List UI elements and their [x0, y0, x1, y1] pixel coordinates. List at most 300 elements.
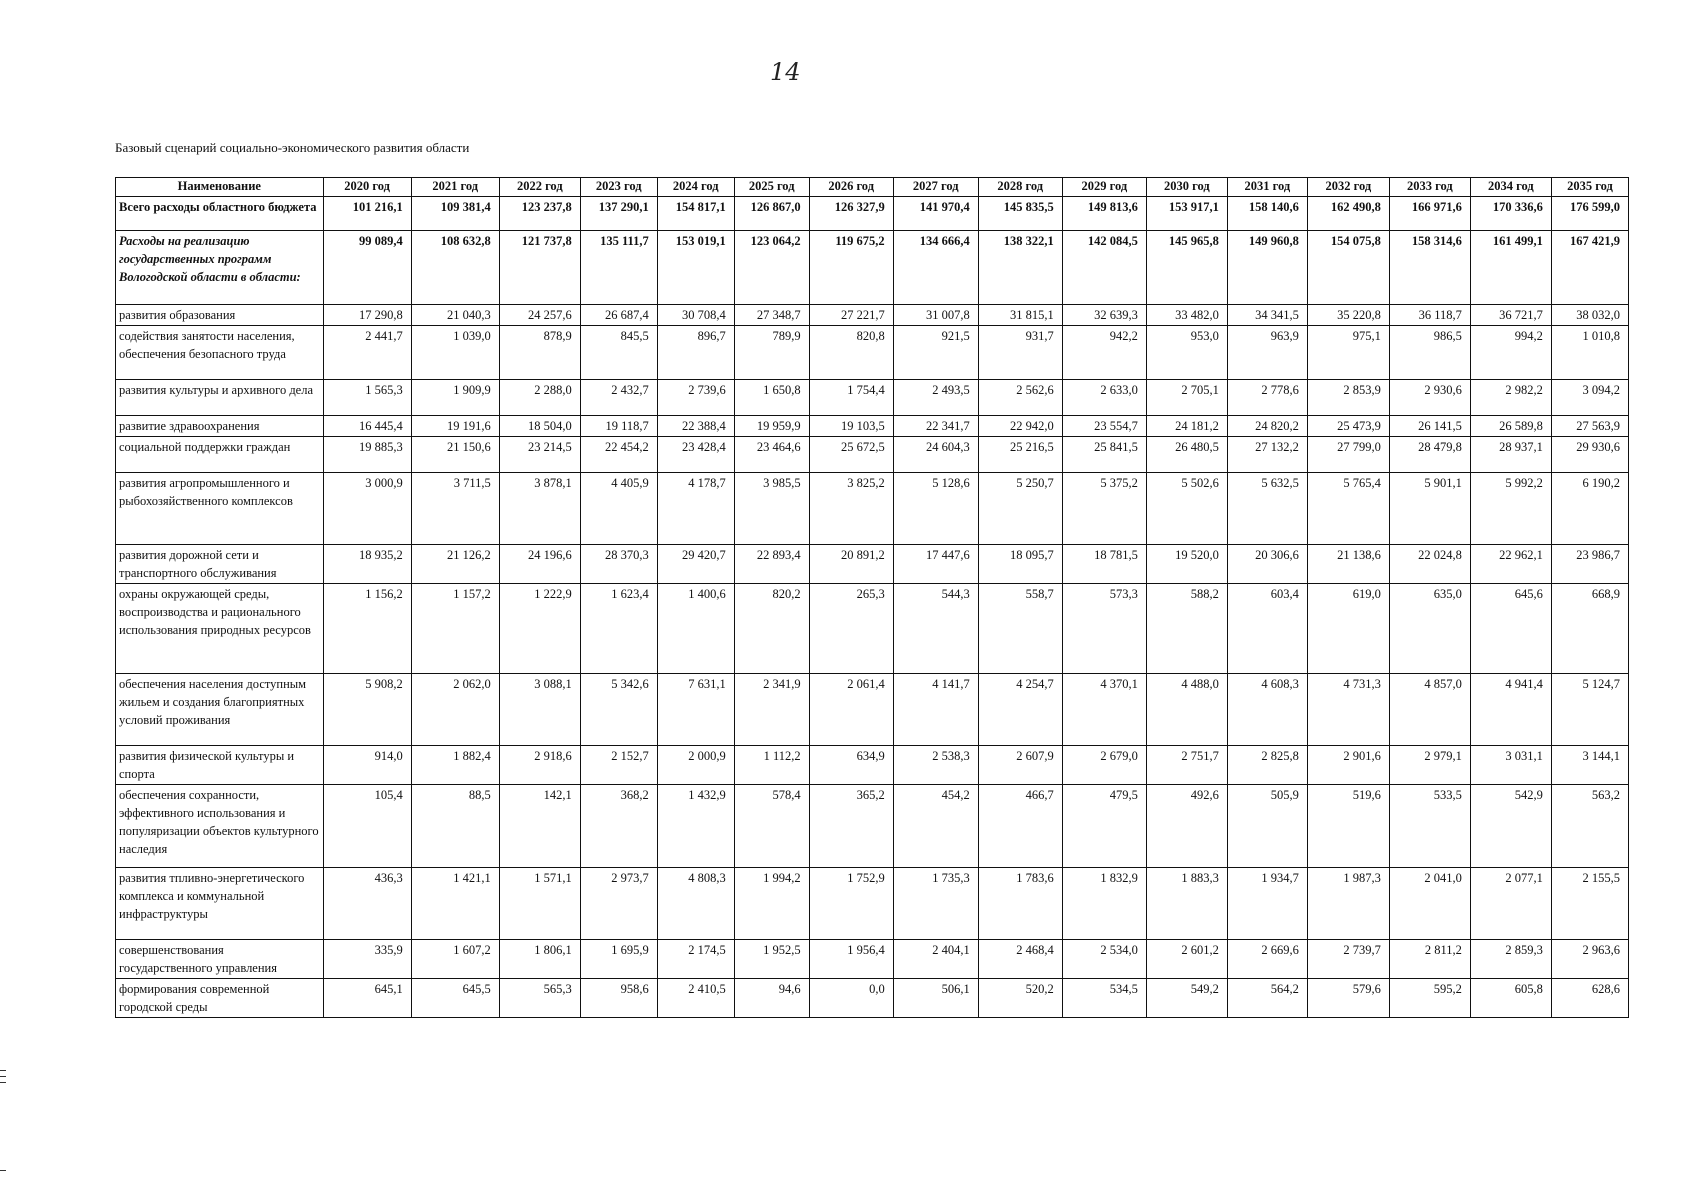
cell-value: 88,5 — [411, 785, 499, 868]
cell-value: 4 254,7 — [978, 674, 1062, 746]
row-label: содействия занятости населения, обеспечения безопасного труда — [116, 326, 324, 380]
cell-value: 789,9 — [734, 326, 809, 380]
cell-value: 5 342,6 — [580, 674, 657, 746]
cell-value: 564,2 — [1227, 979, 1307, 1018]
cell-value: 22 454,2 — [580, 437, 657, 473]
cell-value: 123 064,2 — [734, 231, 809, 305]
cell-value: 2 562,6 — [978, 380, 1062, 416]
cell-value: 1 156,2 — [323, 584, 411, 674]
cell-value: 1 623,4 — [580, 584, 657, 674]
cell-value: 166 971,6 — [1389, 197, 1470, 231]
row-label: развития образования — [116, 305, 324, 326]
cell-value: 2 633,0 — [1062, 380, 1146, 416]
row-label: развития агропромышленного и рыбохозяйственного комплексов — [116, 473, 324, 545]
cell-value: 2 853,9 — [1307, 380, 1389, 416]
cell-value: 5 901,1 — [1389, 473, 1470, 545]
cell-value: 32 639,3 — [1062, 305, 1146, 326]
cell-value: 645,1 — [323, 979, 411, 1018]
cell-value: 533,5 — [1389, 785, 1470, 868]
cell-value: 3 094,2 — [1551, 380, 1628, 416]
cell-value: 2 825,8 — [1227, 746, 1307, 785]
cell-value: 1 222,9 — [499, 584, 580, 674]
cell-value: 4 857,0 — [1389, 674, 1470, 746]
cell-value: 31 007,8 — [893, 305, 978, 326]
cell-value: 931,7 — [978, 326, 1062, 380]
cell-value: 142,1 — [499, 785, 580, 868]
cell-value: 153 019,1 — [657, 231, 734, 305]
cell-value: 24 820,2 — [1227, 416, 1307, 437]
cell-value: 2 534,0 — [1062, 940, 1146, 979]
cell-value: 5 632,5 — [1227, 473, 1307, 545]
cell-value: 549,2 — [1146, 979, 1227, 1018]
cell-value: 31 815,1 — [978, 305, 1062, 326]
cell-value: 635,0 — [1389, 584, 1470, 674]
cell-value: 2 751,7 — [1146, 746, 1227, 785]
cell-value: 167 421,9 — [1551, 231, 1628, 305]
cell-value: 3 985,5 — [734, 473, 809, 545]
cell-value: 534,5 — [1062, 979, 1146, 1018]
cell-value: 579,6 — [1307, 979, 1389, 1018]
cell-value: 573,3 — [1062, 584, 1146, 674]
cell-value: 24 181,2 — [1146, 416, 1227, 437]
cell-value: 176 599,0 — [1551, 197, 1628, 231]
row-label: охраны окружающей среды, воспроизводства и рационального использования природных ресурсов — [116, 584, 324, 674]
cell-value: 1 987,3 — [1307, 868, 1389, 940]
cell-value: 975,1 — [1307, 326, 1389, 380]
header-year: 2031 год — [1227, 178, 1307, 197]
cell-value: 479,5 — [1062, 785, 1146, 868]
cell-value: 149 813,6 — [1062, 197, 1146, 231]
cell-value: 24 604,3 — [893, 437, 978, 473]
header-name: Наименование — [116, 178, 324, 197]
cell-value: 1 956,4 — [809, 940, 893, 979]
cell-value: 20 891,2 — [809, 545, 893, 584]
row-label: Всего расходы областного бюджета — [116, 197, 324, 231]
row-label: развитие здравоохранения — [116, 416, 324, 437]
cell-value: 19 118,7 — [580, 416, 657, 437]
cell-value: 119 675,2 — [809, 231, 893, 305]
cell-value: 1 571,1 — [499, 868, 580, 940]
cell-value: 3 878,1 — [499, 473, 580, 545]
table-row — [116, 746, 1629, 785]
cell-value: 17 447,6 — [893, 545, 978, 584]
cell-value: 628,6 — [1551, 979, 1628, 1018]
cell-value: 170 336,6 — [1470, 197, 1551, 231]
cell-value: 4 488,0 — [1146, 674, 1227, 746]
cell-value: 23 214,5 — [499, 437, 580, 473]
cell-value: 1 752,9 — [809, 868, 893, 940]
cell-value: 36 118,7 — [1389, 305, 1470, 326]
cell-value: 921,5 — [893, 326, 978, 380]
cell-value: 109 381,4 — [411, 197, 499, 231]
table-row — [116, 416, 1629, 437]
table-row — [116, 674, 1629, 746]
cell-value: 365,2 — [809, 785, 893, 868]
table-header-row — [116, 178, 1629, 197]
cell-value: 506,1 — [893, 979, 978, 1018]
table-body — [116, 197, 1629, 1018]
table-row — [116, 197, 1629, 231]
table-row — [116, 326, 1629, 380]
cell-value: 820,8 — [809, 326, 893, 380]
cell-value: 603,4 — [1227, 584, 1307, 674]
cell-value: 1 112,2 — [734, 746, 809, 785]
cell-value: 4 141,7 — [893, 674, 978, 746]
cell-value: 2 341,9 — [734, 674, 809, 746]
cell-value: 1 882,4 — [411, 746, 499, 785]
cell-value: 18 095,7 — [978, 545, 1062, 584]
cell-value: 29 930,6 — [1551, 437, 1628, 473]
cell-value: 26 589,8 — [1470, 416, 1551, 437]
cell-value: 33 482,0 — [1146, 305, 1227, 326]
cell-value: 6 190,2 — [1551, 473, 1628, 545]
cell-value: 22 341,7 — [893, 416, 978, 437]
cell-value: 953,0 — [1146, 326, 1227, 380]
budget-table — [115, 177, 1629, 1018]
cell-value: 38 032,0 — [1551, 305, 1628, 326]
cell-value: 2 174,5 — [657, 940, 734, 979]
table-row — [116, 940, 1629, 979]
header-year: 2033 год — [1389, 178, 1470, 197]
cell-value: 5 128,6 — [893, 473, 978, 545]
cell-value: 2 679,0 — [1062, 746, 1146, 785]
cell-value: 1 952,5 — [734, 940, 809, 979]
cell-value: 1 157,2 — [411, 584, 499, 674]
cell-value: 4 370,1 — [1062, 674, 1146, 746]
cell-value: 27 563,9 — [1551, 416, 1628, 437]
cell-value: 35 220,8 — [1307, 305, 1389, 326]
row-label: развития тпливно-энергетического комплекса и коммунальной инфраструктуры — [116, 868, 324, 940]
cell-value: 5 502,6 — [1146, 473, 1227, 545]
table-row — [116, 545, 1629, 584]
cell-value: 4 405,9 — [580, 473, 657, 545]
cell-value: 23 428,4 — [657, 437, 734, 473]
cell-value: 19 520,0 — [1146, 545, 1227, 584]
cell-value: 28 937,1 — [1470, 437, 1551, 473]
cell-value: 99 089,4 — [323, 231, 411, 305]
document-caption: Базовый сценарий социально-экономического развития области — [115, 140, 470, 155]
row-label: совершенствования государственного управления — [116, 940, 324, 979]
cell-value: 16 445,4 — [323, 416, 411, 437]
table-row — [116, 868, 1629, 940]
cell-value: 963,9 — [1227, 326, 1307, 380]
cell-value: 19 103,5 — [809, 416, 893, 437]
cell-value: 544,3 — [893, 584, 978, 674]
cell-value: 2 859,3 — [1470, 940, 1551, 979]
header-year: 2032 год — [1307, 178, 1389, 197]
cell-value: 5 250,7 — [978, 473, 1062, 545]
cell-value: 2 288,0 — [499, 380, 580, 416]
cell-value: 558,7 — [978, 584, 1062, 674]
cell-value: 368,2 — [580, 785, 657, 868]
header-year: 2023 год — [580, 178, 657, 197]
cell-value: 588,2 — [1146, 584, 1227, 674]
header-year: 2026 год — [809, 178, 893, 197]
cell-value: 2 432,7 — [580, 380, 657, 416]
cell-value: 25 216,5 — [978, 437, 1062, 473]
cell-value: 161 499,1 — [1470, 231, 1551, 305]
cell-value: 878,9 — [499, 326, 580, 380]
cell-value: 19 191,6 — [411, 416, 499, 437]
header-year: 2020 год — [323, 178, 411, 197]
cell-value: 2 061,4 — [809, 674, 893, 746]
cell-value: 1 432,9 — [657, 785, 734, 868]
cell-value: 645,6 — [1470, 584, 1551, 674]
cell-value: 2 041,0 — [1389, 868, 1470, 940]
cell-value: 153 917,1 — [1146, 197, 1227, 231]
cell-value: 896,7 — [657, 326, 734, 380]
table-row — [116, 473, 1629, 545]
cell-value: 21 126,2 — [411, 545, 499, 584]
cell-value: 1 039,0 — [411, 326, 499, 380]
row-label: формирования современной городской среды — [116, 979, 324, 1018]
cell-value: 986,5 — [1389, 326, 1470, 380]
row-label: развития дорожной сети и транспортного обслуживания — [116, 545, 324, 584]
cell-value: 2 982,2 — [1470, 380, 1551, 416]
cell-value: 19 885,3 — [323, 437, 411, 473]
cell-value: 542,9 — [1470, 785, 1551, 868]
cell-value: 595,2 — [1389, 979, 1470, 1018]
cell-value: 454,2 — [893, 785, 978, 868]
edge-mark — [0, 1076, 6, 1077]
cell-value: 2 468,4 — [978, 940, 1062, 979]
cell-value: 28 370,3 — [580, 545, 657, 584]
cell-value: 845,5 — [580, 326, 657, 380]
cell-value: 2 601,2 — [1146, 940, 1227, 979]
cell-value: 2 607,9 — [978, 746, 1062, 785]
cell-value: 1 400,6 — [657, 584, 734, 674]
cell-value: 18 781,5 — [1062, 545, 1146, 584]
cell-value: 5 375,2 — [1062, 473, 1146, 545]
cell-value: 3 144,1 — [1551, 746, 1628, 785]
cell-value: 2 973,7 — [580, 868, 657, 940]
cell-value: 18 935,2 — [323, 545, 411, 584]
header-year: 2021 год — [411, 178, 499, 197]
cell-value: 23 986,7 — [1551, 545, 1628, 584]
cell-value: 1 934,7 — [1227, 868, 1307, 940]
row-label: развития культуры и архивного дела — [116, 380, 324, 416]
cell-value: 2 077,1 — [1470, 868, 1551, 940]
cell-value: 2 062,0 — [411, 674, 499, 746]
cell-value: 2 739,6 — [657, 380, 734, 416]
cell-value: 1 754,4 — [809, 380, 893, 416]
cell-value: 121 737,8 — [499, 231, 580, 305]
cell-value: 21 040,3 — [411, 305, 499, 326]
cell-value: 645,5 — [411, 979, 499, 1018]
cell-value: 25 672,5 — [809, 437, 893, 473]
cell-value: 27 348,7 — [734, 305, 809, 326]
cell-value: 2 778,6 — [1227, 380, 1307, 416]
cell-value: 94,6 — [734, 979, 809, 1018]
cell-value: 4 608,3 — [1227, 674, 1307, 746]
cell-value: 22 388,4 — [657, 416, 734, 437]
cell-value: 134 666,4 — [893, 231, 978, 305]
edge-mark — [0, 1082, 6, 1083]
cell-value: 2 901,6 — [1307, 746, 1389, 785]
cell-value: 335,9 — [323, 940, 411, 979]
row-label: развития физической культуры и спорта — [116, 746, 324, 785]
edge-mark — [0, 1170, 6, 1171]
cell-value: 21 138,6 — [1307, 545, 1389, 584]
header-year: 2022 год — [499, 178, 580, 197]
cell-value: 26 141,5 — [1389, 416, 1470, 437]
cell-value: 158 140,6 — [1227, 197, 1307, 231]
cell-value: 24 257,6 — [499, 305, 580, 326]
header-year: 2035 год — [1551, 178, 1628, 197]
cell-value: 4 808,3 — [657, 868, 734, 940]
cell-value: 145 835,5 — [978, 197, 1062, 231]
table-row — [116, 305, 1629, 326]
cell-value: 30 708,4 — [657, 305, 734, 326]
cell-value: 1 650,8 — [734, 380, 809, 416]
table-row — [116, 380, 1629, 416]
cell-value: 2 669,6 — [1227, 940, 1307, 979]
cell-value: 19 959,9 — [734, 416, 809, 437]
cell-value: 154 075,8 — [1307, 231, 1389, 305]
cell-value: 2 979,1 — [1389, 746, 1470, 785]
row-label: обеспечения населения доступным жильем и создания благоприятных условий проживания — [116, 674, 324, 746]
cell-value: 2 493,5 — [893, 380, 978, 416]
cell-value: 5 908,2 — [323, 674, 411, 746]
cell-value: 27 799,0 — [1307, 437, 1389, 473]
cell-value: 492,6 — [1146, 785, 1227, 868]
table-row — [116, 785, 1629, 868]
cell-value: 142 084,5 — [1062, 231, 1146, 305]
row-label: обеспечения сохранности, эффективного использования и популяризации объектов культурного наследия — [116, 785, 324, 868]
cell-value: 265,3 — [809, 584, 893, 674]
cell-value: 2 152,7 — [580, 746, 657, 785]
cell-value: 1 735,3 — [893, 868, 978, 940]
cell-value: 820,2 — [734, 584, 809, 674]
header-year: 2025 год — [734, 178, 809, 197]
cell-value: 108 632,8 — [411, 231, 499, 305]
table-row — [116, 584, 1629, 674]
cell-value: 519,6 — [1307, 785, 1389, 868]
cell-value: 436,3 — [323, 868, 411, 940]
cell-value: 0,0 — [809, 979, 893, 1018]
cell-value: 565,3 — [499, 979, 580, 1018]
cell-value: 28 479,8 — [1389, 437, 1470, 473]
cell-value: 2 930,6 — [1389, 380, 1470, 416]
cell-value: 162 490,8 — [1307, 197, 1389, 231]
header-year: 2034 год — [1470, 178, 1551, 197]
cell-value: 520,2 — [978, 979, 1062, 1018]
cell-value: 4 941,4 — [1470, 674, 1551, 746]
cell-value: 2 705,1 — [1146, 380, 1227, 416]
header-year: 2030 год — [1146, 178, 1227, 197]
cell-value: 149 960,8 — [1227, 231, 1307, 305]
cell-value: 1 695,9 — [580, 940, 657, 979]
header-year: 2024 год — [657, 178, 734, 197]
cell-value: 22 893,4 — [734, 545, 809, 584]
cell-value: 619,0 — [1307, 584, 1389, 674]
cell-value: 578,4 — [734, 785, 809, 868]
cell-value: 1 565,3 — [323, 380, 411, 416]
cell-value: 942,2 — [1062, 326, 1146, 380]
cell-value: 1 806,1 — [499, 940, 580, 979]
cell-value: 27 132,2 — [1227, 437, 1307, 473]
table-row — [116, 437, 1629, 473]
cell-value: 5 765,4 — [1307, 473, 1389, 545]
cell-value: 1 607,2 — [411, 940, 499, 979]
cell-value: 563,2 — [1551, 785, 1628, 868]
cell-value: 158 314,6 — [1389, 231, 1470, 305]
edge-mark — [0, 1070, 6, 1071]
cell-value: 101 216,1 — [323, 197, 411, 231]
cell-value: 2 404,1 — [893, 940, 978, 979]
cell-value: 634,9 — [809, 746, 893, 785]
cell-value: 1 832,9 — [1062, 868, 1146, 940]
cell-value: 2 918,6 — [499, 746, 580, 785]
cell-value: 3 031,1 — [1470, 746, 1551, 785]
cell-value: 18 504,0 — [499, 416, 580, 437]
cell-value: 105,4 — [323, 785, 411, 868]
cell-value: 7 631,1 — [657, 674, 734, 746]
cell-value: 1 010,8 — [1551, 326, 1628, 380]
page-number: 14 — [770, 58, 801, 86]
table-row — [116, 231, 1629, 305]
cell-value: 2 963,6 — [1551, 940, 1628, 979]
header-year: 2027 год — [893, 178, 978, 197]
cell-value: 2 441,7 — [323, 326, 411, 380]
cell-value: 21 150,6 — [411, 437, 499, 473]
cell-value: 138 322,1 — [978, 231, 1062, 305]
cell-value: 505,9 — [1227, 785, 1307, 868]
cell-value: 20 306,6 — [1227, 545, 1307, 584]
cell-value: 137 290,1 — [580, 197, 657, 231]
cell-value: 2 811,2 — [1389, 940, 1470, 979]
cell-value: 3 825,2 — [809, 473, 893, 545]
cell-value: 154 817,1 — [657, 197, 734, 231]
cell-value: 25 473,9 — [1307, 416, 1389, 437]
cell-value: 126 327,9 — [809, 197, 893, 231]
cell-value: 26 480,5 — [1146, 437, 1227, 473]
cell-value: 4 178,7 — [657, 473, 734, 545]
cell-value: 34 341,5 — [1227, 305, 1307, 326]
cell-value: 466,7 — [978, 785, 1062, 868]
cell-value: 1 994,2 — [734, 868, 809, 940]
cell-value: 3 088,1 — [499, 674, 580, 746]
cell-value: 2 410,5 — [657, 979, 734, 1018]
cell-value: 914,0 — [323, 746, 411, 785]
row-label: Расходы на реализацию государственных программ Вологодской области в области: — [116, 231, 324, 305]
cell-value: 36 721,7 — [1470, 305, 1551, 326]
header-year: 2028 год — [978, 178, 1062, 197]
cell-value: 123 237,8 — [499, 197, 580, 231]
cell-value: 668,9 — [1551, 584, 1628, 674]
cell-value: 26 687,4 — [580, 305, 657, 326]
cell-value: 25 841,5 — [1062, 437, 1146, 473]
cell-value: 994,2 — [1470, 326, 1551, 380]
cell-value: 958,6 — [580, 979, 657, 1018]
table-row — [116, 979, 1629, 1018]
header-year: 2029 год — [1062, 178, 1146, 197]
cell-value: 1 421,1 — [411, 868, 499, 940]
cell-value: 23 554,7 — [1062, 416, 1146, 437]
cell-value: 135 111,7 — [580, 231, 657, 305]
cell-value: 145 965,8 — [1146, 231, 1227, 305]
cell-value: 17 290,8 — [323, 305, 411, 326]
cell-value: 605,8 — [1470, 979, 1551, 1018]
cell-value: 3 711,5 — [411, 473, 499, 545]
cell-value: 2 000,9 — [657, 746, 734, 785]
cell-value: 126 867,0 — [734, 197, 809, 231]
cell-value: 22 942,0 — [978, 416, 1062, 437]
cell-value: 22 962,1 — [1470, 545, 1551, 584]
cell-value: 22 024,8 — [1389, 545, 1470, 584]
cell-value: 1 883,3 — [1146, 868, 1227, 940]
cell-value: 1 909,9 — [411, 380, 499, 416]
